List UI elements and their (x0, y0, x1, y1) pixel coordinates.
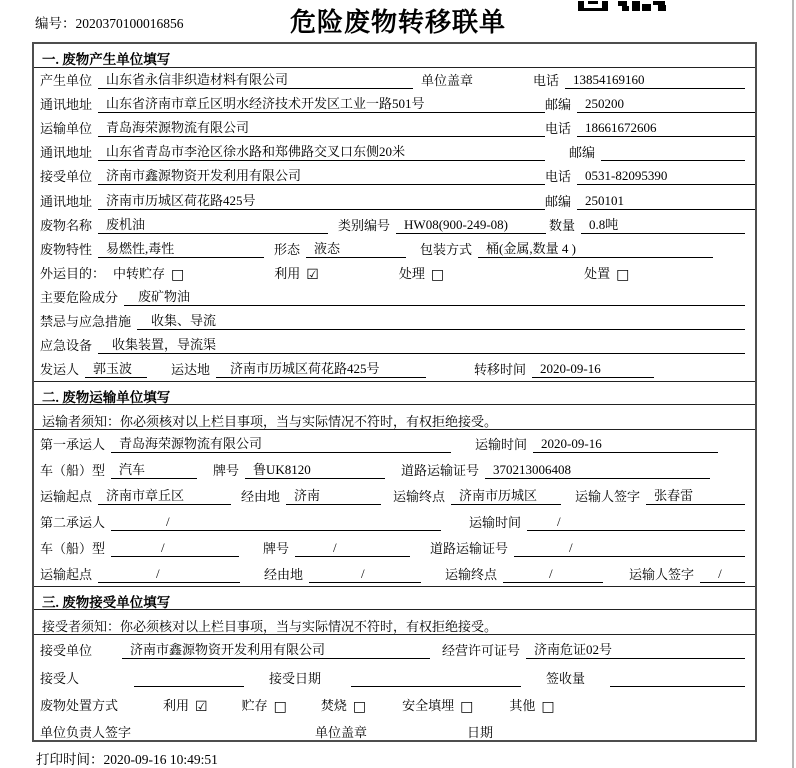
packaging-value: 桶(金属,数量 4 ) (478, 238, 713, 258)
destination-label: 运达地 (171, 362, 211, 378)
form-row-address3 (34, 188, 755, 212)
physical-form-label: 形态 (274, 241, 301, 257)
checkbox-icon: □ (616, 266, 630, 283)
receiver-notice: 接受者须知：你必须核对以上栏目事项，当与实际情况不符时，有权拒绝接受。 (34, 610, 755, 635)
packaging-label: 包装方式 (420, 241, 473, 257)
checkbox-icon: □ (460, 698, 474, 715)
transporter-label: 运输单位 (40, 121, 93, 137)
carrier1-label: 第一承运人 (40, 437, 106, 453)
disposal-option-label: 焚烧 (320, 697, 347, 713)
address-label: 通讯地址 (40, 97, 93, 113)
road-permit-label: 道路运输证号 (430, 541, 509, 557)
zip-label: 邮编 (545, 97, 572, 113)
terminus-label: 运输终点 (445, 567, 498, 583)
emergency-equipment-label: 应急设备 (40, 338, 93, 354)
zip-label: 邮编 (545, 193, 572, 209)
plate-no-value: 鲁UK8120 (245, 459, 385, 479)
form-row-address1 (34, 92, 755, 116)
disposal-option-label: 其他 (509, 697, 536, 713)
form-row-shipper (34, 357, 755, 381)
phone-label: 电话 (545, 169, 572, 185)
address-label: 通讯地址 (40, 145, 93, 161)
phone-value: 18661672606 (577, 120, 757, 137)
checkbox-icon: □ (352, 698, 367, 715)
purpose-option-label: 处理 (398, 265, 425, 281)
carrier-sign-value: 张春雷 (646, 485, 745, 505)
carrier-sign-label: 运输人签字 (575, 489, 641, 505)
transfer-date-value: 2020-09-16 (532, 361, 654, 378)
serial-value: 2020370100016856 (75, 16, 184, 31)
emergency-measures-value: 收集、导流 (137, 310, 745, 330)
disposal-option-label: 贮存 (241, 697, 268, 713)
form-row-route2 (34, 560, 755, 586)
purpose-label: 外运目的： (40, 265, 106, 281)
receiver-label: 接受单位 (40, 643, 93, 659)
checkbox-icon: □ (430, 266, 445, 283)
form-row-emergency-equipment (34, 333, 755, 357)
print-time-label: 打印时间： (36, 752, 104, 767)
receiver-label: 接受单位 (40, 169, 93, 185)
form-row-waste-name (34, 213, 755, 237)
form-row-main-hazard (34, 285, 755, 309)
receiver-value: 济南市鑫源物资开发利用有限公司 (98, 165, 545, 185)
checkbox-icon: □ (273, 698, 287, 715)
transport-date-value: / (527, 514, 745, 531)
vehicle-type-label: 车（船）型 (40, 463, 106, 479)
form-row-address2 (34, 140, 755, 164)
form-row-disposal (34, 690, 755, 717)
via-value: 济南 (286, 485, 381, 505)
physical-form-value: 液态 (306, 238, 406, 258)
page-edge-line (792, 0, 794, 768)
address-value: 济南市历城区荷花路425号 (98, 190, 545, 210)
print-time-value: 2020-09-16 10:49:51 (103, 752, 218, 767)
shipper-value: 郭玉波 (85, 358, 147, 378)
form-row-receive-unit (34, 635, 755, 662)
transport-date-label: 运输时间 (475, 437, 528, 453)
via-label: 经由地 (241, 489, 281, 505)
origin-label: 运输起点 (40, 567, 93, 583)
form-row-acceptor (34, 662, 755, 689)
accept-date-label: 接受日期 (269, 670, 322, 686)
transfer-date-label: 转移时间 (474, 362, 527, 378)
origin-value: 济南市章丘区 (98, 485, 231, 505)
phone-value: 13854169160 (565, 72, 745, 89)
serial-label: 编号： (35, 16, 76, 31)
qr-code-fragment (578, 0, 670, 11)
received-quantity-value (610, 671, 745, 687)
purpose-option-label: 处置 (584, 265, 611, 281)
carrier2-label: 第二承运人 (40, 515, 106, 531)
via-value: / (309, 566, 421, 583)
section2-heading: 二. 废物运输单位填写 (34, 381, 755, 405)
received-quantity-label: 签收量 (546, 670, 586, 686)
characteristics-value: 易燃性,毒性 (98, 238, 264, 258)
unit-seal-label: 单位盖章 (315, 724, 368, 740)
permit-no-value: 济南危证02号 (526, 639, 745, 659)
checkbox-icon: □ (171, 266, 185, 283)
emergency-measures-label: 禁忌与应急措施 (40, 314, 132, 330)
road-permit-value: 370213006408 (485, 462, 710, 479)
form-row-characteristics (34, 237, 755, 261)
carrier-sign-value: / (700, 566, 745, 583)
phone-label: 电话 (545, 121, 572, 137)
zip-value: 250101 (577, 193, 757, 210)
quantity-value: 0.8吨 (581, 214, 745, 234)
zip-label: 邮编 (569, 145, 596, 161)
phone-label: 电话 (533, 73, 560, 89)
carrier-sign-label: 运输人签字 (629, 567, 695, 583)
transporter-notice: 运输者须知：你必须核对以上栏目事项，当与实际情况不符时，有权拒绝接受。 (34, 405, 755, 430)
purpose-option-label: 中转贮存 (113, 265, 166, 281)
seal-label: 单位盖章 (421, 73, 474, 89)
vehicle-type-label: 车（船）型 (40, 541, 106, 557)
disposal-option-label: 安全填埋 (402, 697, 455, 713)
emergency-equipment-value: 收集装置，导流渠 (98, 334, 745, 354)
transporter-value: 青岛海荣源物流有限公司 (98, 117, 545, 137)
page-title: 危险废物转移联单 (289, 8, 506, 37)
via-label: 经由地 (264, 567, 304, 583)
road-permit-label: 道路运输证号 (401, 463, 480, 479)
disposal-option-label: 利用 (163, 697, 190, 713)
form-row-emergency-measures (34, 309, 755, 333)
permit-no-label: 经营许可证号 (442, 643, 521, 659)
form-row-generator (34, 68, 755, 92)
form-row-vehicle1 (34, 456, 755, 482)
form-row-vehicle2 (34, 534, 755, 560)
generator-label: 产生单位 (40, 73, 93, 89)
main-hazard-value: 废矿物油 (124, 286, 745, 306)
address-value: 山东省青岛市李沧区徐水路和郑佛路交叉口东侧20米 (98, 141, 545, 161)
carrier1-value: 青岛海荣源物流有限公司 (111, 433, 451, 453)
responsible-sign-value (183, 725, 295, 741)
form-row-carrier2 (34, 508, 755, 534)
transport-date-value: 2020-09-16 (533, 436, 718, 453)
receiver-value: 济南市鑫源物资开发利用有限公司 (122, 639, 430, 659)
form-row-route1 (34, 482, 755, 508)
print-time (36, 748, 218, 768)
plate-no-value: / (295, 540, 410, 557)
generator-value: 山东省永信非织造材料有限公司 (98, 69, 413, 89)
purpose-option-label: 利用 (274, 265, 301, 281)
hazardous-waste-transfer-form (32, 42, 757, 742)
phone-value: 0531-82095390 (577, 168, 757, 185)
form-row-carrier1 (34, 430, 755, 456)
zip-value (601, 145, 745, 161)
disposal-label: 废物处置方式 (40, 697, 119, 713)
vehicle-type-value: / (111, 540, 239, 557)
address-label: 通讯地址 (40, 193, 93, 209)
origin-value: / (98, 566, 240, 583)
plate-no-label: 牌号 (263, 541, 290, 557)
origin-label: 运输起点 (40, 489, 93, 505)
waste-name-value: 废机油 (98, 214, 328, 234)
road-permit-value: / (514, 540, 745, 557)
date-label: 日期 (467, 724, 494, 740)
zip-value: 250200 (577, 96, 757, 113)
transport-date-label: 运输时间 (469, 515, 522, 531)
main-hazard-label: 主要危险成分 (40, 289, 119, 305)
terminus-label: 运输终点 (393, 489, 446, 505)
checkbox-icon: □ (541, 698, 555, 715)
waste-name-label: 废物名称 (40, 217, 93, 233)
carrier2-value: / (111, 514, 441, 531)
form-row-transporter (34, 116, 755, 140)
address-value: 山东省济南市章丘区明水经济技术开发区工业一路501号 (98, 93, 545, 113)
category-code-label: 类别编号 (338, 217, 391, 233)
responsible-sign-label: 单位负责人签字 (40, 724, 132, 740)
form-row-purpose (34, 261, 755, 285)
destination-value: 济南市历城区荷花路425号 (216, 358, 426, 378)
category-code-value: HW08(900-249-08) (396, 217, 546, 234)
acceptor-label: 接受人 (40, 670, 80, 686)
quantity-label: 数量 (549, 217, 576, 233)
checkbox-checked-icon: ☑ (306, 266, 319, 283)
section1-heading: 一. 废物产生单位填写 (34, 44, 755, 68)
form-row-responsible-sign (34, 717, 755, 742)
form-row-receiver (34, 164, 755, 188)
accept-date-value (351, 671, 521, 687)
plate-no-label: 牌号 (213, 463, 240, 479)
terminus-value: 济南市历城区 (451, 485, 561, 505)
shipper-label: 发运人 (40, 362, 80, 378)
terminus-value: / (503, 566, 603, 583)
vehicle-type-value: 汽车 (111, 459, 197, 479)
date-value (507, 725, 745, 741)
checkbox-checked-icon: ☑ (195, 698, 208, 715)
characteristics-label: 废物特性 (40, 241, 93, 257)
section3-heading: 三. 废物接受单位填写 (34, 586, 755, 610)
acceptor-value (134, 671, 244, 687)
